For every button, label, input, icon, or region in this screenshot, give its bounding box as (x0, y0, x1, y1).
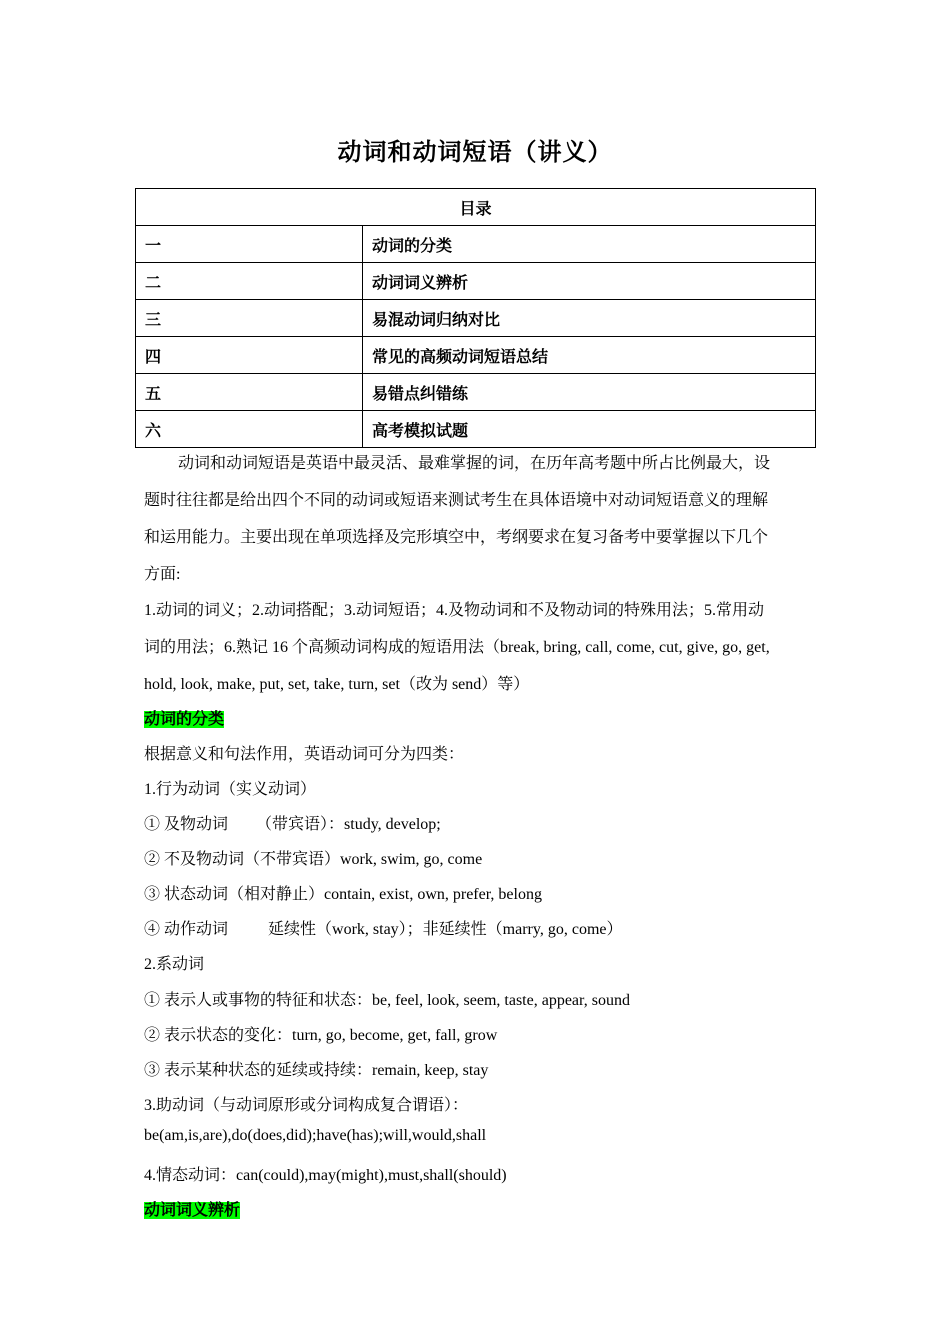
toc-number: 六 (136, 411, 363, 448)
list-item: ② 不及物动词（不带宾语）work, swim, go, come (144, 851, 483, 868)
toc-label: 易混动词归纳对比 (363, 300, 816, 337)
section-heading-classification (144, 706, 224, 729)
toc-number: 五 (136, 374, 363, 411)
table-row (136, 337, 816, 374)
list-item (144, 916, 623, 939)
toc-number: 三 (136, 300, 363, 337)
toc-label: 动词词义辨析 (363, 263, 816, 300)
table-row (136, 374, 816, 411)
highlighted-heading: 动词的分类 (144, 711, 225, 728)
list-item-text: 延续性（work, stay）；非延续性（marry, go, come） (268, 921, 623, 938)
page-title: 动词和动词短语（讲义） (337, 140, 613, 166)
requirements-line: hold, look, make, put, set, take, turn, set（改为 send）等） (144, 676, 530, 693)
toc-label: 常见的高频动词短语总结 (363, 337, 816, 374)
table-row (136, 300, 816, 337)
intro-paragraph-line: 和运用能力。主要出现在单项选择及完形填空中，考纲要求在复习备考中要掌握以下几个 (144, 529, 769, 546)
intro-paragraph-line: 方面: (144, 566, 181, 583)
requirements-line: 1.动词的词义；2.动词搭配；3.动词短语；4.及物动词和不及物动词的特殊用法；5.常用动 (144, 602, 765, 619)
list-item-label: ① 及物动词 (144, 816, 229, 833)
list-item: ③ 状态动词（相对静止）contain, exist, own, prefer, belong (144, 886, 542, 903)
section-lead: 根据意义和句法作用，英语动词可分为四类： (144, 746, 465, 763)
item-title: 3.助动词（与动词原形或分词构成复合谓语）： (144, 1097, 469, 1114)
list-item: ③ 表示某种状态的延续或持续：remain, keep, stay (144, 1062, 489, 1079)
toc-header-row (136, 189, 816, 226)
table-row (136, 226, 816, 263)
toc-label: 高考模拟试题 (363, 411, 816, 448)
item-title: 2.系动词 (144, 956, 205, 973)
toc-number: 四 (136, 337, 363, 374)
toc-header: 目录 (136, 189, 816, 226)
intro-paragraph-line: 动词和动词短语是英语中最灵活、最难掌握的词，在历年高考题中所占比例最大，设 (178, 455, 771, 472)
list-item: ① 表示人或事物的特征和状态：be, feel, look, seem, taste, appear, sound (144, 992, 630, 1009)
toc-number: 二 (136, 263, 363, 300)
item-title: 1.行为动词（实义动词） (144, 781, 317, 798)
table-row (136, 411, 816, 448)
list-item: ② 表示状态的变化：turn, go, become, get, fall, grow (144, 1027, 498, 1044)
list-item-text: （带宾语）：study, develop; (256, 816, 441, 833)
toc-label: 动词的分类 (363, 226, 816, 263)
highlighted-heading: 动词词义辨析 (144, 1202, 241, 1219)
intro-paragraph-line: 题时往往都是给出四个不同的动词或短语来测试考生在具体语境中对动词短语意义的理解 (144, 492, 769, 509)
toc-label: 易错点纠错练 (363, 374, 816, 411)
item-body: be(am,is,are),do(does,did);have(has);will,would,shall (144, 1127, 487, 1144)
section-heading-meaning (144, 1197, 240, 1220)
list-item (144, 811, 441, 834)
table-row (136, 263, 816, 300)
list-item-label: ④ 动作动词 (144, 921, 229, 938)
toc-number: 一 (136, 226, 363, 263)
item-title: 4.情态动词：can(could),may(might),must,shall(should) (144, 1167, 507, 1184)
table-of-contents (135, 188, 816, 448)
requirements-line: 词的用法；6.熟记 16 个高频动词构成的短语用法（break, bring, call, come, cut, give, go, get, (144, 639, 770, 656)
